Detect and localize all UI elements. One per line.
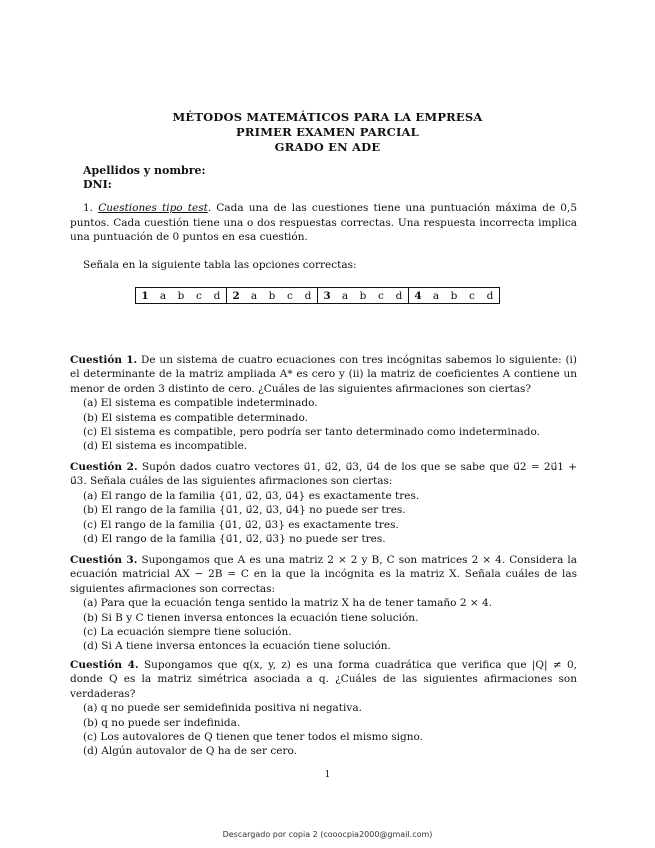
answer-option[interactable]: c	[372, 288, 390, 304]
answer-option[interactable]: b	[263, 288, 281, 304]
question-text: Supongamos que A es una matriz 2 × 2 y B, C son matrices 2 × 4. Considera la ecuación matricial AX − 2B = C en la que la incógnita es la matriz X. Señala cuáles de las siguientes afirmaciones son correctas:	[70, 554, 578, 595]
question-label: Cuestión 3.	[70, 554, 138, 566]
question-option: (d) Algún autovalor de Q ha de ser cero.	[83, 745, 297, 758]
question-label: Cuestión 1.	[70, 354, 138, 366]
exam-degree-title: GRADO EN ADE	[274, 140, 381, 154]
question-text: Supón dados cuatro vectores u⃗1, u⃗2, u⃗3, u⃗4 de los que se sabe que u⃗2 = 2u⃗1 + u⃗3. Señala cuáles de las siguientes afirmaciones son ciertas:	[70, 461, 577, 488]
answer-option[interactable]: c	[190, 288, 208, 304]
answer-option[interactable]: b	[172, 288, 190, 304]
answer-num: 2	[227, 288, 246, 304]
question-option: (a) q no puede ser semidefinida positiva ni negativa.	[83, 702, 362, 715]
answer-option[interactable]: d	[481, 288, 500, 304]
download-footer: Descargado por copia 2 (cooocpia2000@gmail.com)	[222, 830, 433, 839]
answer-option[interactable]: d	[390, 288, 409, 304]
question-text: Supongamos que q(x, y, z) es una forma cuadrática que verifica que |Q| ≠ 0, donde Q es la matriz simétrica asociada a q. ¿Cuáles de las siguientes afirmaciones son verdaderas?	[70, 659, 577, 700]
answer-option[interactable]: c	[463, 288, 481, 304]
instructions-paragraph	[70, 201, 577, 245]
question-option: (c) La ecuación siempre tiene solución.	[83, 626, 292, 639]
answer-option[interactable]: b	[445, 288, 463, 304]
name-label: Apellidos y nombre:	[83, 164, 206, 177]
question-option: (a) El sistema es compatible indeterminado.	[83, 397, 318, 410]
answer-option[interactable]: a	[245, 288, 263, 304]
answer-table-row	[136, 288, 500, 304]
dni-label: DNI:	[83, 178, 112, 191]
table-prompt: Señala en la siguiente tabla las opciones correctas:	[83, 259, 357, 271]
answer-option[interactable]: d	[299, 288, 318, 304]
answer-option[interactable]: a	[154, 288, 172, 304]
question-option: (b) El sistema es compatible determinado.	[83, 411, 308, 424]
question-option: (b) Si B y C tienen inversa entonces la ecuación tiene solución.	[83, 611, 419, 624]
question-option: (c) Los autovalores de Q tienen que tener todos el mismo signo.	[83, 731, 423, 744]
answer-num: 1	[136, 288, 155, 304]
question-2	[70, 460, 577, 546]
question-option: (b) q no puede ser indefinida.	[83, 716, 241, 729]
question-1	[70, 353, 577, 454]
answer-option[interactable]: d	[208, 288, 227, 304]
answer-num: 4	[409, 288, 428, 304]
test-label: Cuestiones tipo test	[98, 202, 208, 214]
answer-option[interactable]: a	[336, 288, 354, 304]
question-label: Cuestión 4.	[70, 659, 139, 671]
answer-option[interactable]: b	[354, 288, 372, 304]
exam-type-title: PRIMER EXAMEN PARCIAL	[236, 125, 419, 139]
page-number: 1	[324, 770, 331, 780]
question-option: (d) Si A tiene inversa entonces la ecuación tiene solución.	[83, 640, 391, 653]
question-option: (b) El rango de la familia {u⃗1, u⃗2, u⃗3, u⃗4} no puede ser tres.	[83, 504, 406, 517]
question-option: (a) Para que la ecuación tenga sentido la matriz X ha de tener tamaño 2 × 4.	[83, 597, 493, 610]
instructions-text: . Cada una de las cuestiones tiene una puntuación máxima de 0,5 puntos. Cada cuestión tiene una o dos respuestas correctas. Una respuesta incorrecta implica una puntuación de 0 puntos en esa cuestión.	[70, 202, 577, 244]
question-4	[70, 658, 577, 759]
question-option: (c) El rango de la familia {u⃗1, u⃗2, u⃗3} es exactamente tres.	[83, 518, 399, 531]
answer-option[interactable]: c	[281, 288, 299, 304]
answer-table	[135, 287, 500, 304]
question-option: (d) El sistema es incompatible.	[83, 440, 248, 453]
exam-course-title: MÉTODOS MATEMÁTICOS PARA LA EMPRESA	[172, 110, 483, 124]
question-option: (c) El sistema es compatible, pero podría ser tanto determinado como indeterminado.	[83, 426, 540, 439]
answer-num: 3	[318, 288, 337, 304]
answer-option[interactable]: a	[427, 288, 445, 304]
question-text: De un sistema de cuatro ecuaciones con tres incógnitas sabemos lo siguiente: (i) el determinante de la matriz ampliada A* es cero y (ii) la matriz de coeficientes A contiene un menor de orden 3 distinto de cero. ¿Cuáles de las siguientes afirmaciones son ciertas?	[70, 354, 577, 395]
question-3	[70, 553, 577, 654]
section-number: 1.	[83, 202, 94, 214]
question-label: Cuestión 2.	[70, 461, 138, 473]
question-option: (a) El rango de la familia {u⃗1, u⃗2, u⃗3, u⃗4} es exactamente tres.	[83, 489, 420, 502]
question-option: (d) El rango de la familia {u⃗1, u⃗2, u⃗3} no puede ser tres.	[83, 533, 386, 546]
